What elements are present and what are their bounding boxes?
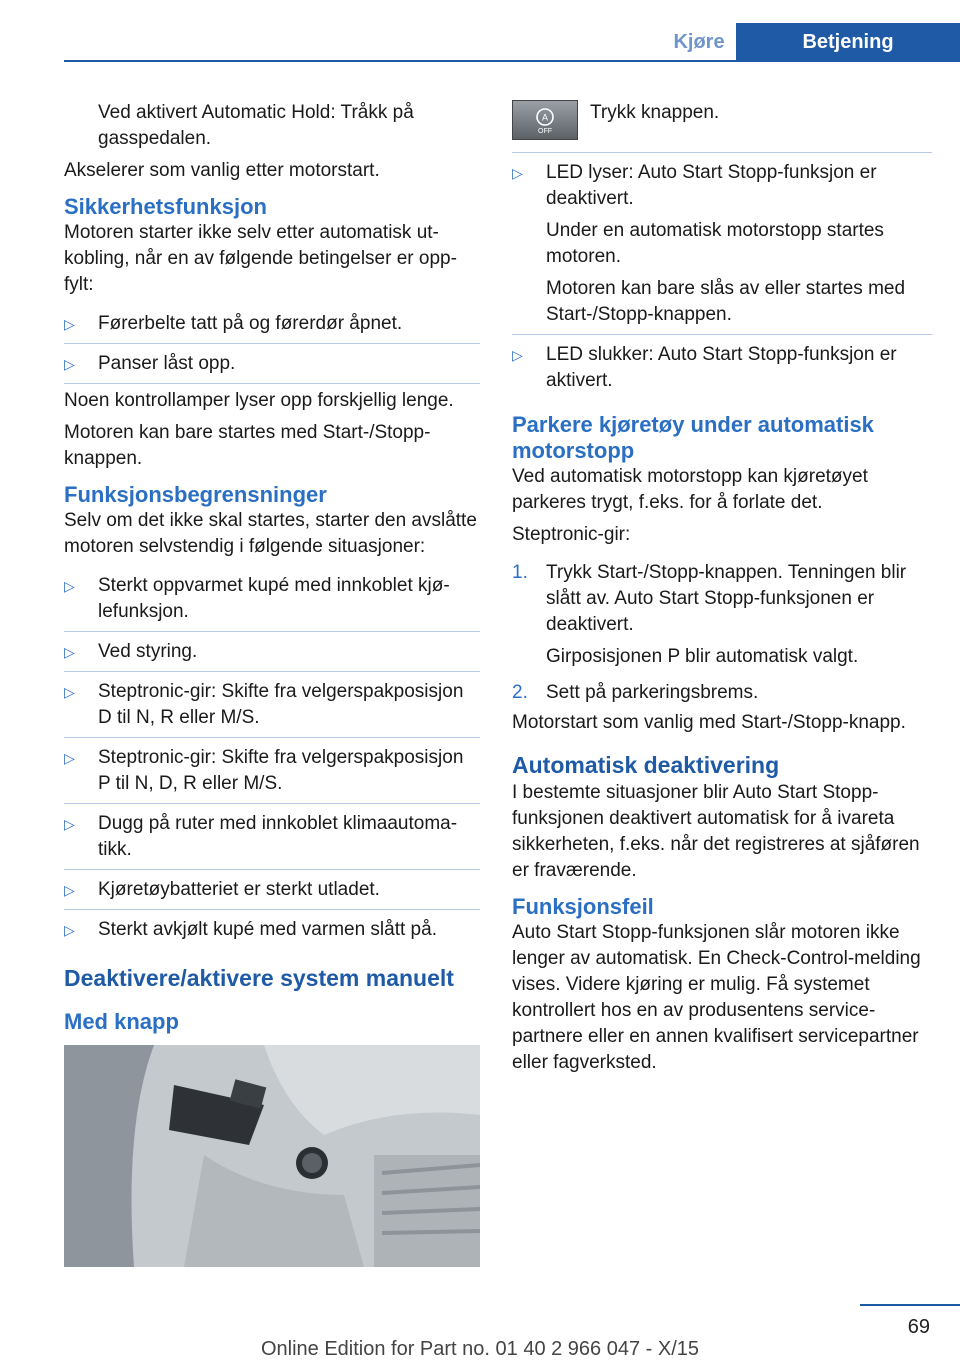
list-item: ▷ Sterkt oppvarmet kupé med innkoblet kjølefunksjon. [64,566,480,632]
heading-funksjonsbegrensninger: Funksjonsbegrensninger [64,482,327,507]
press-button-text: Trykk knappen. [590,102,720,123]
triangle-bullet-icon: ▷ [64,578,75,594]
tab-betjening[interactable]: Betjening [736,23,960,62]
led-off-text: LED slukker: Auto Start Stopp-funksjon er aktivert. [546,344,897,391]
intro-text: Akselerer som vanlig etter motorstart. [64,160,380,181]
led-on-text: LED lyser: Auto Start Stopp-funksjon er deaktivert. [546,162,877,209]
list-item: ▷ Kjøretøybatteriet er sterkt utladet. [64,870,480,910]
motorstart-text: Motorstart som vanlig med Start-/Stopp-knapp. [512,712,906,733]
step-item: 1. Trykk Start-/Stopp-knappen. Tenningen blir slått av. Auto Start Stopp-funksjonen er deaktivert. Girposisjonen P blir automatisk valgt. [512,562,907,667]
left-column [64,100,480,1267]
sikkerhet-list [64,304,480,384]
step-item: 2. Sett på parkeringsbrems. [512,682,759,703]
triangle-bullet-icon: ▷ [64,816,75,832]
dashboard-photo [64,1045,480,1267]
list-item [512,335,932,400]
startknapp-text: Motoren kan bare startes med Start-/Stopp-knappen. [64,422,431,469]
deaktivering-text: I bestemte situasjoner blir Auto Start Stopp-funksjonen deaktivert automatisk for å ivareta sikkerheten, f.eks. når det registreres at sjåføren er fraværende. [512,782,920,881]
heading-funksjonsfeil: Funksjonsfeil [512,894,654,919]
list-item [512,153,932,335]
led-on-sub1: Under en automatisk motorstopp startes motoren. [546,220,884,267]
svg-text:OFF: OFF [538,128,552,135]
triangle-bullet-icon: ▷ [64,316,75,332]
edition-footer: Online Edition for Part no. 01 40 2 966 047 - X/15 [260,1338,700,1360]
button-instruction [512,100,932,153]
led-list [512,153,932,400]
list-item: ▷ Steptronic-gir: Skifte fra velgerspakposisjon P til N, D, R eller M/S. [64,738,480,804]
footer-rule [860,1304,960,1306]
heading-automatisk-deaktivering: Automatisk deaktivering [512,752,780,778]
triangle-bullet-icon: ▷ [64,644,75,660]
list-item: ▷ Steptronic-gir: Skifte fra velgerspakposisjon D til N, R eller M/S. [64,672,480,738]
funksjonsfeil-text: Auto Start Stopp-funksjonen slår motoren ikke lenger av automatisk. En Check-Control-melding vises. Videre kjøring er mulig. Få systemet kontrollert hos en av produsentens servicepartnere eller en annen kvalifisert servicepartner eller fagverksted. [512,922,921,1073]
kontrollamper-text: Noen kontrollamper lyser opp forskjellig lenge. [64,390,454,411]
begrensninger-list [64,566,480,949]
list-item: ▷ Dugg på ruter med innkoblet klimaautomatikk. [64,804,480,870]
triangle-bullet-icon: ▷ [64,750,75,766]
intro-indented-text: Ved aktivert Automatic Hold: Tråkk på gasspedalen. [98,102,414,149]
heading-parkere: Parkere kjøretøy under automatisk motorstopp [512,412,874,463]
heading-deaktivere-aktivere: Deaktivere/aktivere system manuelt [64,965,454,991]
list-item: ▷ Førerbelte tatt på og førerdør åpnet. [64,304,480,344]
auto-start-stop-off-icon [512,100,578,140]
steering-column-illustration [64,1045,480,1267]
list-item: ▷ Ved styring. [64,632,480,672]
right-column [512,100,932,1082]
triangle-bullet-icon: ▷ [512,165,523,181]
heading-sikkerhetsfunksjon: Sikkerhetsfunksjon [64,194,267,219]
steptronic-label: Steptronic-gir: [512,524,631,545]
list-item: ▷ Sterkt avkjølt kupé med varmen slått på. [64,910,480,949]
parking-steps [512,554,932,710]
triangle-bullet-icon: ▷ [512,347,523,363]
led-on-sub2: Motoren kan bare slås av eller startes med Start-/Stopp-knappen. [546,278,906,325]
svg-text:A: A [541,112,549,123]
sikkerhet-text: Motoren starter ikke selv etter automatisk utkobling, når en av følgende betingelser er oppfylt: [64,222,457,295]
parkere-text: Ved automatisk motorstopp kan kjøretøyet parkeres trygt, f.eks. for å forlate det. [512,466,868,513]
triangle-bullet-icon: ▷ [64,356,75,372]
triangle-bullet-icon: ▷ [64,684,75,700]
triangle-bullet-icon: ▷ [64,882,75,898]
list-item: ▷ Panser låst opp. [64,344,480,384]
tab-kjore[interactable]: Kjøre [673,31,725,53]
triangle-bullet-icon: ▷ [64,922,75,938]
begrensninger-text: Selv om det ikke skal startes, starter den avslåtte motoren selvstendig i følgende situasjoner: [64,510,477,557]
page-number: 69 [907,1316,930,1338]
section-tabs [662,23,960,62]
heading-med-knapp: Med knapp [64,1009,179,1034]
